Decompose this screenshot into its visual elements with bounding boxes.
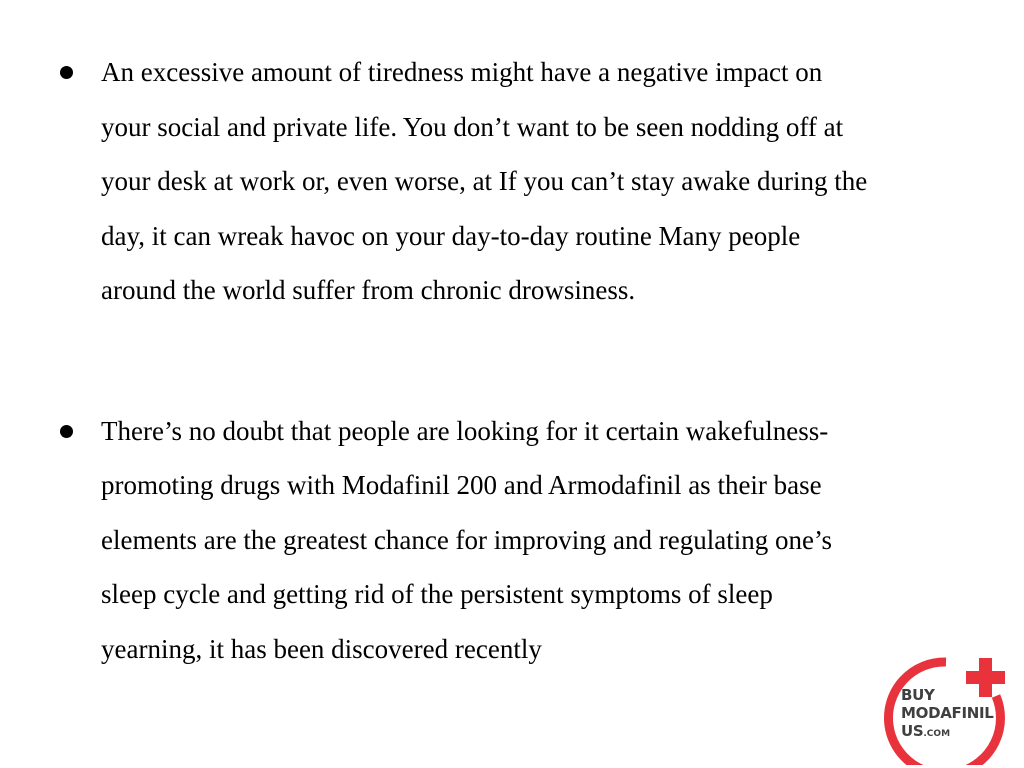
medical-cross-icon (966, 658, 1005, 697)
bullet-item (60, 45, 980, 318)
bullet-dot-icon (60, 425, 73, 438)
bullet-line: yearning, it has been discovered recently (101, 633, 542, 664)
bullet-line: An excessive amount of tiredness might have a negative impact on (101, 57, 823, 87)
logo-text-modafinil: MODAFINIL (901, 704, 994, 722)
bullet-line: day, it can wreak havoc on your day‑to‑day routine Many people (101, 220, 801, 251)
bullet-line: There’s no doubt that people are looking for it certain wakefulness‑ (101, 415, 829, 446)
bullet-line: your social and private life. You don’t want to be seen nodding off at (101, 111, 844, 142)
bullet-dot-icon (60, 66, 73, 79)
bullet-line: promoting drugs with Modafinil 200 and Armodafinil as their base (101, 470, 822, 500)
bullet-line: your desk at work or, even worse, at If you can’t stay awake during the (101, 166, 868, 196)
logo-text-us (901, 723, 950, 742)
logo-text-com: .COM (923, 729, 951, 739)
bullet-list (60, 45, 980, 676)
bullet-item (60, 404, 980, 677)
bullet-line: around the world suffer from chronic drowsiness. (101, 275, 636, 305)
bullet-line: elements are the greatest chance for improving and regulating one’s (101, 524, 832, 555)
bullet-line: sleep cycle and getting rid of the persistent symptoms of sleep (101, 579, 773, 609)
logo-text-us-main: US (901, 722, 924, 740)
logo-text-buy: BUY (901, 686, 935, 704)
brand-logo[interactable] (868, 650, 1018, 765)
